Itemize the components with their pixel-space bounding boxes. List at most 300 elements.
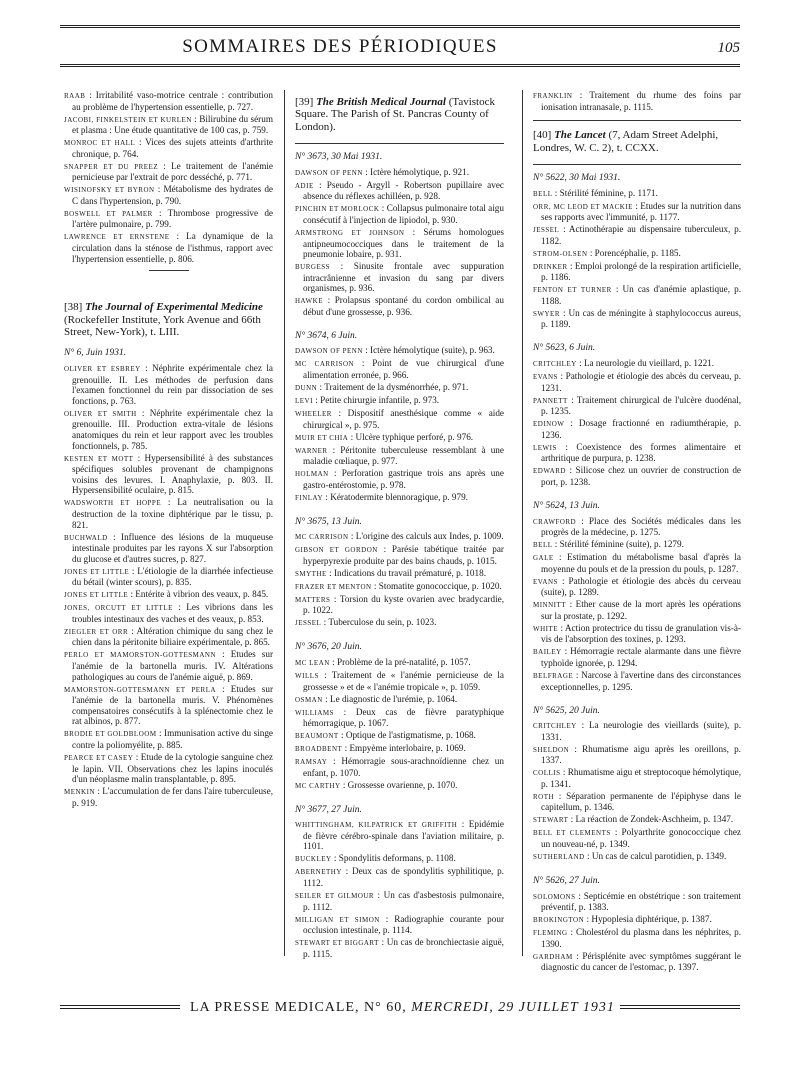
list-item: BELFRAGE : Narcose à l'avertine dans des circonstances exceptionnelles, p. 1295. [533,669,741,692]
entry-text: Kératodermite blennoragique, p. 979. [330,491,468,502]
entry-authors: EVANS [533,373,558,382]
entry-authors: ARMSTRONG ET JOHNSON [295,228,405,237]
entry-authors: RAAB [64,92,86,100]
list-item: SWYER : Un cas de méningite à staphylococcus aureus, p. 1189. [533,307,741,330]
list-item: MILLIGAN ET SIMON : Radiographie courante pour occlusion intestinale, p. 1114. [295,913,505,936]
column-2 [295,90,504,961]
entry-authors: MC LEAN [295,658,330,667]
entry-authors: OSMAN [295,695,323,704]
entry-text: Cholestérol du plasma dans les néphrites, p. 1390. [541,927,741,949]
journal-heading [295,96,504,133]
entry-text: L'étiologie de la diarrhée infectieuse du bétail (winter scours), p. 835. [72,565,273,588]
footer-rule-left [60,1005,180,1009]
list-item: ABERNETHY : Deux cas de spondylitis syphilitique, p. 1112. [295,866,504,888]
issue-label: N° 3673, 30 Mai 1931. [295,152,383,163]
entry-text: Rhumatisme aigu après les oreillons, p. 1337. [541,743,741,766]
list-item: SNAPPER ET DU PREEZ : Le traitement de l'anémie pernicieuse par l'extrait de porc desséché, p. 771. [64,160,273,183]
entry-text: Stérilité féminine, p. 1171. [559,187,658,198]
list-item: DAWSON OF PENN : Ictère hémolytique (suite), p. 963. [295,345,495,356]
entry-authors: FLEMING [533,929,568,938]
list-item: OSMAN : Le diagnostic de l'urémie, p. 1064. [295,693,458,704]
list-item: RAAB : Irritabilité vaso-motrice centrale : contribution au problème de l'hypertension essentielle, p. 727. [64,90,273,112]
entry-text: Hypoplesia diphtérique, p. 1387. [591,914,712,925]
list-item: SMYTHE : Indications du travail prématuré, p. 1018. [295,567,486,578]
entry-authors: HOLMAN [295,470,329,479]
entry-authors: JESSEL [295,619,322,628]
entry-authors: BEAUMONT [295,732,339,741]
list-item: PEARCE ET CASEY : Etude de la cytologie sanguine chez le lapin. VII. Observations chez les lapins inoculés d'un néoplasme malin transplantable, p. 895. [64,751,273,785]
list-item: KESTEN ET MOTT : Hypersensibilité à des substances spécifiques solubles provenant de champignons voisins des levures. I. Anaphylaxie, p. 803. II. Hypersensibilité oculaire, p. 815. [64,452,273,496]
entry-authors: EDINOW [533,420,565,429]
entry-text: Pathologie et étiologie des abcès du cerveau, p. 1231. [541,371,741,393]
entry-authors: MC CARTHY [295,781,341,790]
footer-text [190,1000,615,1016]
journal-info: (Tavistock Square. The Parish of St. Pancras County of London). [295,96,495,133]
entry-authors: DAWSON OF PENN [295,168,363,177]
entry-authors: DRINKER [533,262,568,271]
entry-text: Bilirubine du sérum et plasma : Une étude quantitative de 100 cas, p. 759. [72,113,273,136]
list-item: HAWKE : Prolapsus spontané du cordon ombilical au début d'une grossesse, p. 936. [295,295,504,317]
entry-authors: WISINOFSKY ET BYRON [64,186,155,195]
entry-text: La réaction de Zondek-Aschheim, p. 1347. [575,814,734,825]
list-item: WISINOFSKY ET BYRON : Métabolisme des hydrates de C dans l'hypertension, p. 790. [64,184,273,206]
list-item: BELL ET CLEMENTS : Polyarthrite gonococcique chez un nouveau-né, p. 1349. [533,827,741,850]
list-item: SHELDON : Rhumatisme aigu après les oreillons, p. 1337. [533,743,741,766]
footer-date: MERCREDI, 29 JUILLET 1931 [411,1000,615,1015]
entry-authors: BROADBENT [295,745,343,754]
entry-authors: BOSWELL ET PALMER [64,209,153,218]
list-item: CRITCHLEY : La neurologie du vieillard, p. 1221. [533,358,715,369]
list-item: WARNER : Péritonite tuberculeuse ressemblant à une maladie cœliaque, p. 977. [295,444,504,467]
entry-text: Entérite à vibrion des veaux, p. 845. [135,589,269,600]
entry-authors: WHITE [533,624,559,633]
list-item: PANNETT : Traitement chirurgical de l'ulcère duodénal, p. 1235. [533,394,741,417]
list-item: EVANS : Pathologie et étiologie des abcès du cerveau (suite), p. 1289. [533,575,741,598]
list-item: BELL : Stérilité féminine (suite), p. 1279. [533,539,684,550]
list-item: JACOBI, FINKELSTEIN ET KURLEN : Bilirubine du sérum et plasma : Une étude quantitative de 100 cas, p. 759. [64,113,273,136]
entry-text: Problème de la pré-natalité, p. 1057. [336,656,471,667]
journal-number: [40] [533,129,552,142]
list-item: BEAUMONT : Optique de l'astigmatisme, p. 1068. [295,730,476,741]
entry-authors: ROTH [533,792,555,801]
list-item: CRAWFORD : Place des Sociétés médicales dans les progrès de la médecine, p. 1275. [533,515,741,538]
issue-label: N° 3675, 13 Juin. [295,516,362,527]
list-item: ORR, MC LEOD ET MACKIE : Etudes sur la nutrition dans ses rapports avec l'immunité, p. 1177. [533,200,741,223]
list-item: SOLOMONS : Septicémie en obstétrique : son traitement préventif, p. 1383. [533,890,741,913]
entry-text: Prolapsus spontané du cordon ombilical au début d'une grossesse, p. 936. [303,295,504,317]
entry-authors: WHITTINGHAM, KILPATRICK ET GRIFFITH [295,821,458,830]
entry-authors: SEILER ET GILMOUR [295,891,375,900]
entry-text: Pathologie et étiologie des abcès du cerveau (suite), p. 1289. [541,575,741,598]
entry-authors: WARNER [295,446,328,455]
entry-text: Séparation permanente de l'épiphyse dans le capitellum, p. 1346. [541,790,741,813]
entry-authors: MENKIN [64,788,95,797]
entry-authors: SHELDON [533,745,570,754]
entry-text: Petite chirurgie infantile, p. 973. [320,395,440,406]
entry-authors: BELL ET CLEMENTS [533,829,611,838]
entry-text: Ulcère typhique perforé, p. 976. [355,431,474,442]
list-item: MAMORSTON-GOTTESMANN ET PERLA : Etudes sur l'anémie de la bartonella muris. V. Phénomènes compensatoires consécutifs à la splénectomie chez le rat albinos, p. 877. [64,683,274,727]
entry-text: Polyarthrite gonococcique chez un nouveau-né, p. 1349. [541,827,741,850]
journal-heading [64,301,273,338]
entry-authors: PEARCE ET CASEY [64,753,134,762]
issue-label: N° 5623, 6 Juin. [533,343,596,354]
entry-text: Vices des sujets atteints d'arthrite chronique, p. 764. [72,137,273,159]
journal-info: (Rockefeller Institute, York Avenue and 66th Street, New-York), t. LIII. [64,313,261,339]
list-item: DRINKER : Emploi prolongé de la respiration artificielle, p. 1186. [533,260,741,283]
entry-authors: HAWKE [295,297,323,306]
section-rule [295,143,504,144]
list-item: FLEMING : Cholestérol du plasma dans les néphrites, p. 1390. [533,927,741,949]
page-title: SOMMAIRES DES PÉRIODIQUES [182,36,498,57]
entry-text: Emploi prolongé de la respiration artificielle, p. 1186. [541,260,741,283]
entry-list-top [533,90,741,112]
entry-text: Torsion du kyste ovarien avec bradycardie, p. 1022. [303,593,504,616]
entry-authors: WILLS [295,671,319,680]
entry-text: La neurologie des vieillards (suite), p. 1331. [541,720,741,742]
list-item: WILLIAMS : Deux cas de fièvre paratyphique hémorragique, p. 1067. [295,706,504,729]
list-item: MINNITT : Ether cause de la mort après les opérations sur la prostate, p. 1292. [533,599,741,621]
list-item: MATTERS : Torsion du kyste ovarien avec bradycardie, p. 1022. [295,593,504,616]
list-item: WHITTINGHAM, KILPATRICK ET GRIFFITH : Epidémie de fièvre cérébro-spinale dans l'aviation militaire, p. 1101. [295,819,504,852]
entry-authors: CRAWFORD [533,517,577,526]
entry-text: Traitement du rhume des foins par ionisation intranasale, p. 1115. [541,90,741,112]
list-item: PERLO ET MAMORSTON-GOTTESMANN : Etudes sur l'anémie de la bartonella muris. IV. Altérations pathologiques au cours de l'anémie aiguë, p. 869. [64,649,274,682]
entry-text: Parésie tabétique traitée par hyperpyrexie produite par des bains chauds, p. 1015. [303,544,504,566]
entry-authors: GARDHAM [533,952,573,961]
entry-authors: LEVI [295,397,313,406]
entry-text: Sérums homologues antipneumococciques dans le traitement de la pneumonie lobaire, p. 931. [303,226,504,260]
entry-text: Collapsus pulmonaire total aigu consécutif à l'injection de lipiodol, p. 930. [303,203,504,225]
list-item: MENKIN : L'accumulation de fer dans l'aire tuberculeuse, p. 919. [64,786,273,808]
issue-label: N° 3676, 20 Juin. [295,642,362,653]
entry-text: Etude de la cytologie sanguine chez le lapin. VII. Observations chez les lapins inoculés d'un néoplasme malin transplantable, p. 895. [72,751,273,785]
section-end-rule [149,270,189,271]
entry-authors: GIBSON ET GORDON [295,546,378,555]
entry-authors: RAMSAY [295,758,328,767]
list-item: DAWSON OF PENN : Ictère hémolytique, p. 921. [295,166,470,177]
list-item: MONROC ET HALL : Vices des sujets atteints d'arthrite chronique, p. 764. [64,137,273,159]
entry-text: Hémorragie sous-arachnoïdienne chez un enfant, p. 1070. [303,756,504,778]
section-rule [533,120,741,121]
header-rule-bottom [60,64,740,67]
list-item: SUTHERLAND : Un cas de calcul parotidien, p. 1349. [533,851,727,862]
list-item: ROTH : Séparation permanente de l'épiphyse dans le capitellum, p. 1346. [533,790,741,813]
entry-text: Rhumatisme aigu et streptocoque hémolytique, p. 1341. [541,767,741,789]
list-item: STROM-OLSEN : Porencéphalie, p. 1185. [533,247,681,258]
entry-authors: SUTHERLAND [533,853,585,862]
list-item: ZIEGLER ET ORR : Altération chimique du sang chez le chien dans la péritonite biliaire expérimentale, p. 865. [64,625,273,648]
entry-text: Péritonite tuberculeuse ressemblant à une maladie cœliaque, p. 977. [303,444,504,467]
entry-text: Etudes sur l'anémie de la bartonella muris. V. Phénomènes compensatoires consécutifs à la splénectomie chez le rat albinos, p. 877. [72,683,274,727]
list-item: GIBSON ET GORDON : Parésie tabétique traitée par hyperpyrexie produite par des bains chauds, p. 1015. [295,544,504,566]
entry-authors: FINLAY [295,493,324,502]
list-item: STEWART : La réaction de Zondek-Aschheim, p. 1347. [533,814,734,825]
entry-authors: ORR, MC LEOD ET MACKIE [533,202,633,211]
entry-text: Ictère hémolytique, p. 921. [370,166,470,177]
entry-list [64,363,273,808]
list-item: JESSEL : Tuberculose du sein, p. 1023. [295,617,437,628]
list-item: JESSEL : Actinothérapie au dispensaire tuberculeux, p. 1182. [533,224,741,246]
entry-authors: BUCHWALD [64,533,108,542]
entry-authors: MC CARRISON [295,360,355,369]
entry-text: Influence des lésions de la muqueuse intestinale produites par les rayons X sur l'absorption du glucose et d'autres sucres, p. 827. [72,531,273,564]
entry-authors: COLLIS [533,769,561,778]
entry-text: Narcose à l'avertine dans des circonstances exceptionnelles, p. 1295. [541,669,741,692]
entry-authors: STEWART ET BIGGART [295,939,379,948]
entry-authors: LAWRENCE ET ERNSTENE [64,233,170,242]
entry-text: Altération chimique du sang chez le chien dans la péritonite biliaire expérimentale, p. 865. [72,625,273,648]
entry-text: Traitement de la dysménorrhée, p. 971. [324,382,469,393]
list-item: EVANS : Pathologie et étiologie des abcès du cerveau, p. 1231. [533,371,741,393]
entry-authors: MONROC ET HALL [64,139,136,148]
entry-text: Pseudo - Argyll - Robertson pupillaire avec absence du réflexes achilléen, p. 928. [303,179,504,202]
entry-text: Traitement chirurgical de l'ulcère duodénal, p. 1235. [541,394,741,417]
entry-authors: JESSEL [533,226,560,235]
list-item: JONES, ORCUTT ET LITTLE : Les vibrions dans les troubles intestinaux des vaches et des veaux, p. 853. [64,602,273,624]
entry-text: Action protectrice du tissu de granulation vis-à-vis de l'absorption des toxines, p. 1293. [541,622,741,645]
entry-text: Un cas d'anémie aplastique, p. 1188. [541,284,741,306]
entry-authors: LEWIS [533,443,557,452]
entry-authors: PERLO ET MAMORSTON-GOTTESMANN [64,651,217,660]
journal-info: (7, Adam Street Adelphi, Londres, W. C. 2), t. CCXX. [533,129,719,154]
entry-text: Ictère hémolytique (suite), p. 963. [370,345,495,356]
list-item: OLIVER ET SMITH : Néphrite expérimentale chez la grenouille. III. Production extra-vitale de lésions anatomiques du rein et leur rapport avec les troubles fonctionnels, p. 785. [64,407,274,451]
list-item: CRITCHLEY : La neurologie des vieillards (suite), p. 1331. [533,720,741,742]
journal-title: The Lancet [554,129,606,142]
header-rule-top [60,25,740,28]
footer-journal: LA PRESSE MEDICALE, [190,1000,360,1015]
entry-authors: BURGESS [295,263,331,272]
entry-text: L'accumulation de fer dans l'aire tuberculeuse, p. 919. [72,786,273,808]
entry-text: Le traitement de l'anémie pernicieuse par l'extrait de porc desséché, p. 771. [72,160,273,183]
entry-authors: MAMORSTON-GOTTESMANN ET PERLA [64,685,217,694]
entry-text: L'origine des calculs aux Indes, p. 1009. [355,531,504,542]
entry-text: Empyème interlobaire, p. 1069. [349,743,466,754]
journal-heading [533,129,741,154]
column-1 [64,90,273,810]
list-item: BUCKLEY : Spondylitis deformans, p. 1108. [295,853,456,864]
entry-authors: JONES ET LITTLE [64,567,130,576]
entry-authors: BELL [533,541,553,550]
entry-text: Les vibrions dans les troubles intestinaux des vaches et des veaux, p. 853. [72,602,273,624]
issue-label: N° 5625, 20 Juin. [533,705,600,716]
issue-list [295,152,504,959]
entry-authors: MC CARRISON [295,533,349,542]
list-item: BRODIE ET GOLDBLOOM : Immunisation active du singe contre la poliomyélite, p. 885. [64,728,273,750]
entry-text: Un cas de bronchiectasie aiguë, p. 1115. [303,937,504,959]
list-item: BUCHWALD : Influence des lésions de la muqueuse intestinale produites par les rayons X sur l'absorption du glucose et d'autres sucres, p. 827. [64,531,273,564]
entry-authors: SWYER [533,309,560,318]
entry-text: Etudes sur la nutrition dans ses rapports avec l'immunité, p. 1177. [541,200,741,223]
entry-authors: CRITCHLEY [533,360,577,369]
entry-authors: ADIE [295,181,314,190]
entry-authors: STEWART [533,816,569,825]
issue-label: N° 5626, 27 Juin. [533,876,600,886]
entry-text: Perforation gastrique trois ans après une gastro-entérostomie, p. 978. [303,468,504,490]
issue-list [533,173,741,973]
list-item: RAMSAY : Hémorragie sous-arachnoïdienne chez un enfant, p. 1070. [295,756,504,778]
list-item: ADIE : Pseudo - Argyll - Robertson pupillaire avec absence du réflexes achilléen, p. 928. [295,179,504,202]
footer-number: N° 60, [364,1000,407,1015]
list-item: ARMSTRONG ET JOHNSON : Sérums homologues antipneumococciques dans le traitement de la pneumonie lobaire, p. 931. [295,226,504,260]
entry-text: Ether cause de la mort après les opérations sur la prostate, p. 1292. [541,599,741,621]
list-item: LEWIS : Coexistence des formes alimentaire et arthritique de purpura, p. 1238. [533,441,741,464]
entry-text: Métabolisme des hydrates de C dans l'hypertension, p. 790. [72,184,273,206]
entry-text: Hypersensibilité à des substances spécifiques solubles provenant de champignons voisins des levures. I. Anaphylaxie, p. 803. II. Hypersensibilité oculaire, p. 815. [72,452,273,496]
entry-text: Un cas d'asbestosis pulmonaire, p. 1112. [303,889,504,912]
entry-text: Irritabilité vaso-motrice centrale : contribution au problème de l'hypertension essentielle, p. 727. [72,90,273,112]
entry-text: Coexistence des formes alimentaire et arthritique de purpura, p. 1238. [541,441,741,464]
column-separator [522,90,523,956]
entry-authors: ZIEGLER ET ORR [64,627,129,636]
entry-authors: FENTON ET TURNER [533,286,612,295]
issue-label: N° 6, Juin 1931. [64,348,127,359]
entry-text: Stomatite gonococcique, p. 1020. [378,580,502,591]
footer-rule-right [620,1005,740,1009]
list-item: HOLMAN : Perforation gastrique trois ans après une gastro-entérostomie, p. 978. [295,468,504,490]
list-item: BROADBENT : Empyème interlobaire, p. 1069. [295,743,466,754]
entry-authors: MINNITT [533,601,567,610]
entry-authors: SMYTHE [295,569,327,578]
column-separator [284,90,285,956]
entry-text: La dynamique de la circulation dans la sténose de l'isthmus, rapport avec l'hypertension essentielle, p. 806. [72,231,273,264]
entry-authors: MUIR ET CHIA [295,433,349,442]
entry-text: Immunisation active du singe contre la poliomyélite, p. 885. [72,728,273,750]
list-item: WILLS : Traitement de « l'anémie pernicieuse de la grossesse » et de « l'anémie tropicale », p. 1059. [295,669,504,692]
list-item: DUNN : Traitement de la dysménorrhée, p. 971. [295,382,469,393]
entry-authors: SNAPPER ET DU PREEZ [64,162,159,171]
journal-number: [39] [295,96,314,108]
list-item: WHITE : Action protectrice du tissu de granulation vis-à-vis de l'absorption des toxines, p. 1293. [533,622,741,645]
entry-authors: WADSWORTH ET HOPPE [64,499,162,508]
list-item: MC CARRISON : L'origine des calculs aux Indes, p. 1009. [295,531,504,542]
entry-text: Deux cas de fièvre paratyphique hémorragique, p. 1067. [303,706,504,729]
list-item: FENTON ET TURNER : Un cas d'anémie aplastique, p. 1188. [533,284,741,306]
entry-authors: OLIVER ET SMITH [64,409,137,418]
entry-authors: BUCKLEY [295,855,332,864]
entry-text: Deux cas de spondylitis syphilitique, p. 1112. [303,866,504,888]
entry-text: Grossesse ovarienne, p. 1070. [347,779,458,790]
entry-authors: BROKINGTON [533,916,585,925]
list-item: GALE : Estimation du métabolisme basal d'après la moyenne du pouls et de la pression du pouls, p. 1287. [533,552,741,574]
list-item: FRANKLIN : Traitement du rhume des foins par ionisation intranasale, p. 1115. [533,90,741,112]
list-item: FINLAY : Kératodermite blennoragique, p. 979. [295,491,468,502]
list-item: MC CARRISON : Point de vue chirurgical d'une alimentation erronée, p. 966. [295,358,504,381]
entry-authors: FRAZER ET MENTON [295,582,372,591]
list-item: MUIR ET CHIA : Ulcère typhique perforé, p. 976. [295,431,474,442]
list-item: FRAZER ET MENTON : Stomatite gonococcique, p. 1020. [295,580,502,591]
entry-text: Place des Sociétés médicales dans les progrès de la médecine, p. 1275. [541,515,741,538]
list-item: MC LEAN : Problème de la pré-natalité, p. 1057. [295,656,471,667]
entry-authors: JONES ET LITTLE [64,591,129,600]
entry-authors: KESTEN ET MOTT [64,454,134,463]
list-item: JONES ET LITTLE : L'étiologie de la diarrhée infectieuse du bétail (winter scours), p. 835. [64,565,273,588]
entry-authors: MILLIGAN ET SIMON [295,915,380,924]
entry-authors: PANNETT [533,396,568,405]
list-item: GARDHAM : Périsplénite avec symptômes suggérant le diagnostic du cancer de l'estomac, p. 1397. [533,950,741,973]
entry-authors: DUNN [295,384,318,393]
issue-label: N° 5622, 30 Mai 1931. [533,173,621,183]
entry-text: Spondylitis deformans, p. 1108. [338,853,456,864]
entry-text: Estimation du métabolisme basal d'après la moyenne du pouls et de la pression du pouls, p. 1287. [541,552,741,574]
entry-authors: BELFRAGE [533,671,574,680]
list-item: JONES ET LITTLE : Entérite à vibrion des veaux, p. 845. [64,589,269,600]
entry-text: Dosage fractionné en radiumthérapie, p. 1236. [541,418,741,440]
entry-authors: WILLIAMS [295,708,334,717]
entry-authors: FRANKLIN [533,92,573,100]
entry-authors: OLIVER ET ESBREY [64,365,141,374]
list-item: BROKINGTON : Hypoplesia diphtérique, p. 1387. [533,914,712,925]
list-item: LEVI : Petite chirurgie infantile, p. 973. [295,395,440,406]
list-item: WADSWORTH ET HOPPE : La neutralisation ou la destruction de la toxine diphtérique par le tissu, p. 821. [64,497,273,530]
list-item: BOSWELL ET PALMER : Thrombose progressive de l'artère pulmonaire, p. 799. [64,207,273,230]
list-item: LAWRENCE ET ERNSTENE : La dynamique de la circulation dans la sténose de l'isthmus, rapport avec l'hypertension essentielle, p. 806. [64,231,273,264]
entry-text: La neutralisation ou la destruction de la toxine diphtérique par le tissu, p. 821. [72,497,273,530]
entry-authors: MATTERS [295,595,331,604]
column-3 [533,90,741,974]
entry-text: Radiographie courante pour occlusion intestinale, p. 1114. [303,913,505,936]
list-item: EDINOW : Dosage fractionné en radiumthérapie, p. 1236. [533,418,741,440]
page-number: 105 [717,40,740,56]
entry-text: La neurologie du vieillard, p. 1221. [583,358,715,369]
entry-text: Néphrite expérimentale chez la grenouille. III. Production extra-vitale de lésions anatomiques du rein et leur rapport avec les troubles fonctionnels, p. 785. [72,407,274,451]
entry-list-top [64,90,273,264]
list-item: COLLIS : Rhumatisme aigu et streptocoque hémolytique, p. 1341. [533,767,741,789]
entry-text: Point de vue chirurgical d'une alimentation erronée, p. 966. [303,358,504,381]
entry-authors: BAILEY [533,648,562,657]
entry-text: Etudes sur l'anémie de la bartonella muris. IV. Altérations pathologiques au cours de l'anémie aiguë, p. 869. [72,649,274,682]
entry-text: Silicose chez un ouvrier de construction de port, p. 1238. [541,465,741,487]
list-item: SEILER ET GILMOUR : Un cas d'asbestosis pulmonaire, p. 1112. [295,889,504,912]
journal-title: The Journal of Experimental Medicine [85,301,263,314]
entry-text: Thrombose progressive de l'artère pulmonaire, p. 799. [72,207,273,230]
entry-text: Périsplénite avec symptômes suggérant le diagnostic du cancer de l'estomac, p. 1397. [541,950,741,973]
entry-text: Sinusite frontale avec suppuration intracrânienne et invasion du sang par divers organismes, p. 936. [303,261,504,294]
list-item: BELL : Stérilité féminine, p. 1171. [533,187,658,198]
list-item: BURGESS : Sinusite frontale avec suppuration intracrânienne et invasion du sang par divers organismes, p. 936. [295,261,504,294]
journal-title: The British Medical Journal [316,96,446,108]
entry-text: Tuberculose du sein, p. 1023. [328,617,437,628]
entry-text: Un cas de méningite à staphylococcus aureus, p. 1189. [541,307,741,330]
entry-authors: EVANS [533,577,558,586]
list-item: EDWARD : Silicose chez un ouvrier de construction de port, p. 1238. [533,465,741,487]
section-rule [533,164,741,165]
entry-text: Un cas de calcul parotidien, p. 1349. [591,851,727,862]
entry-text: Septicémie en obstétrique : son traitement préventif, p. 1383. [541,890,741,913]
entry-authors: JACOBI, FINKELSTEIN ET KURLEN [64,115,192,124]
entry-authors: DAWSON OF PENN [295,347,363,356]
list-item: STEWART ET BIGGART : Un cas de bronchiectasie aiguë, p. 1115. [295,937,504,959]
entry-text: Stérilité féminine (suite), p. 1279. [559,539,684,550]
entry-authors: PINCHIN ET MORLOCK [295,205,380,214]
entry-text: Indications du travail prématuré, p. 1018. [333,567,486,578]
page-footer [60,1000,740,1020]
entry-text: Actinothérapie au dispensaire tuberculeux, p. 1182. [541,224,741,246]
entry-authors: SOLOMONS [533,892,576,901]
journal-number: [38] [64,301,83,314]
entry-text: Néphrite expérimentale chez la grenouille. II. Les méthodes de perfusion dans l'examen fonctionnel du rein par dissociation de ses fonctions, p. 763. [72,363,273,406]
entry-authors: GALE [533,554,554,563]
entry-authors: CRITCHLEY [533,722,577,731]
entry-text: Porencéphalie, p. 1185. [594,247,681,258]
issue-label: N° 3674, 6 Juin. [295,330,358,341]
entry-authors: BRODIE ET GOLDBLOOM [64,730,157,739]
entry-authors: EDWARD [533,467,566,476]
list-item: BAILEY : Hémorragie rectale alarmante dans une fièvre typhoïde ignorée, p. 1294. [533,646,741,668]
entry-text: Dispositif anesthésique comme « aide chirurgical », p. 975. [303,408,504,430]
entry-text: Epidémie de fièvre cérébro-spinale dans l'aviation militaire, p. 1101. [303,819,504,852]
